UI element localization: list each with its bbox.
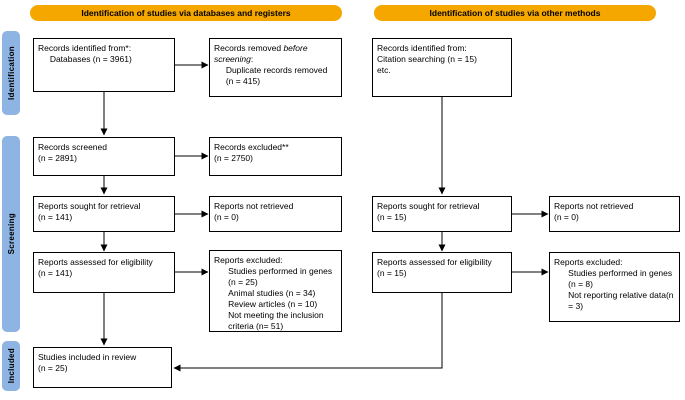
box-records-identified-other [372, 38, 512, 97]
box-text-line: Reports sought for retrieval [38, 201, 141, 211]
box-text-line: Records excluded** [214, 142, 289, 152]
stage-label-identification [2, 31, 20, 115]
box-reports-not-retrieved-databases [209, 196, 342, 232]
stage-label-included-text: Included [6, 348, 16, 384]
box-text-line: Reports assessed for eligibility [38, 257, 153, 267]
box-reports-excluded-databases [209, 250, 342, 332]
box-text-line: Reports not retrieved [214, 201, 294, 211]
box-text-line: etc. [377, 65, 391, 76]
box-reports-sought-databases [33, 196, 175, 232]
box-text-line: (n = 15) [377, 268, 407, 279]
box-studies-included [33, 347, 172, 388]
box-text-line: (n = 2750) [214, 153, 253, 164]
box-text-line: Records screened [38, 142, 107, 152]
box-text-line: = 3) [554, 301, 584, 312]
box-text-line: Records identified from: [377, 43, 467, 53]
box-text-line: Studies performed in genes [214, 266, 333, 277]
box-records-removed [209, 38, 342, 97]
box-text-line: Records identified from*: [38, 43, 132, 53]
box-text-line: (n = 415) [214, 76, 261, 87]
box-records-identified-databases [33, 38, 175, 92]
header-other-methods: Identification of studies via other methods [374, 5, 656, 21]
box-text-line: Studies included in review [38, 352, 137, 362]
box-text-line: (n = 25) [38, 363, 68, 374]
box-text-line: Duplicate records removed [214, 65, 328, 76]
box-text-line: Reports not retrieved [554, 201, 634, 211]
box-text-line: Databases (n = 3961) [38, 54, 132, 65]
box-text-line: Citation searching (n = 15) [377, 54, 477, 65]
box-records-screened [33, 137, 175, 176]
box-text-line: Animal studies (n = 34) [214, 288, 316, 299]
box-text-line: Reports excluded: [554, 257, 623, 267]
box-text-line: Review articles (n = 10) [214, 299, 318, 310]
stage-label-identification-text: Identification [6, 46, 16, 100]
box-text-line: (n = 0) [554, 212, 579, 223]
box-text-line: Reports sought for retrieval [377, 201, 480, 211]
box-text-line: (n = 0) [214, 212, 239, 223]
box-text-line: (n = 2891) [38, 153, 77, 164]
stage-label-included [2, 341, 20, 391]
box-text-line: Reports excluded: [214, 255, 283, 265]
box-text-line: (n = 141) [38, 268, 73, 279]
header-databases-registers: Identification of studies via databases and registers [30, 5, 342, 21]
box-records-excluded [209, 137, 342, 176]
box-reports-assessed-databases [33, 252, 175, 293]
stage-label-screening-text: Screening [6, 213, 16, 255]
box-text-line: Studies performed in genes [554, 268, 673, 279]
box-reports-assessed-other [372, 252, 512, 293]
box-reports-sought-other [372, 196, 512, 232]
box-text-line: (n = 15) [377, 212, 407, 223]
box-text-line: (n = 141) [38, 212, 73, 223]
box-text-line: Not reporting relative data(n [554, 290, 674, 301]
box-text-line: criteria (n= 51) [214, 321, 284, 332]
box-text-line: screening: [214, 54, 254, 65]
box-text-line: Reports assessed for eligibility [377, 257, 492, 267]
box-reports-not-retrieved-other [549, 196, 680, 232]
box-text-line: (n = 25) [214, 277, 258, 288]
box-text-line: Records removed before [214, 43, 308, 53]
box-text-line: (n = 8) [554, 279, 593, 290]
box-text-line: Not meeting the inclusion [214, 310, 324, 321]
box-reports-excluded-other [549, 252, 680, 322]
stage-label-screening [2, 136, 20, 332]
